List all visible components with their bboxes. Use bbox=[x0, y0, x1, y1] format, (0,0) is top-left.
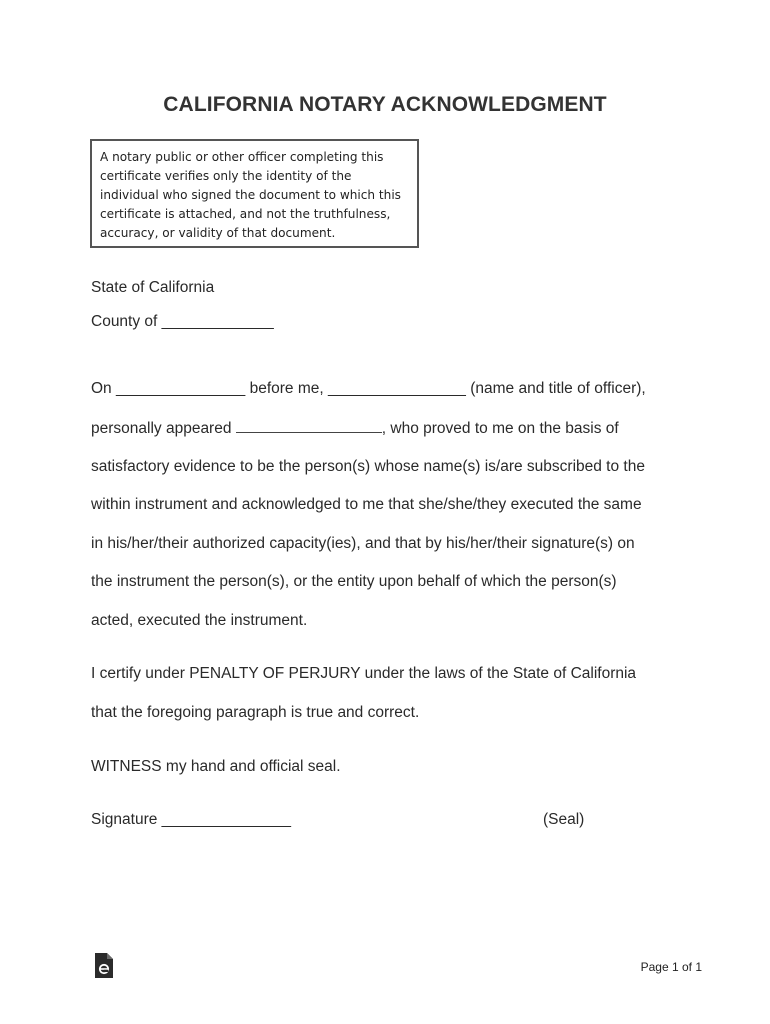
body-line: acted, executed the instrument. bbox=[91, 612, 308, 629]
page-title: CALIFORNIA NOTARY ACKNOWLEDGMENT bbox=[163, 93, 607, 116]
notice-line: individual who signed the document to which this bbox=[100, 188, 401, 202]
notice-line: certificate verifies only the identity of the bbox=[100, 169, 352, 183]
signature-line[interactable]: Signature _______________ bbox=[91, 811, 291, 828]
date-officer-line[interactable]: On _______________ before me, ________________ (name and title of officer), bbox=[91, 380, 646, 397]
signer-name-field[interactable] bbox=[236, 419, 382, 433]
body-line: in his/her/their authorized capacity(ies), and that by his/her/their signature(s) on bbox=[91, 535, 635, 552]
notice-line: A notary public or other officer completing this bbox=[100, 150, 384, 164]
body-line: the instrument the person(s), or the entity upon behalf of which the person(s) bbox=[91, 573, 617, 590]
witness-line: WITNESS my hand and official seal. bbox=[91, 758, 341, 775]
notice-line: certificate is attached, and not the truthfulness, bbox=[100, 207, 391, 221]
county-line[interactable]: County of _____________ bbox=[91, 313, 274, 330]
appeared-prefix: personally appeared bbox=[91, 420, 236, 437]
notice-box bbox=[90, 139, 419, 248]
personally-appeared-line bbox=[91, 419, 619, 438]
body-line: within instrument and acknowledged to me that she/she/they executed the same bbox=[91, 496, 642, 513]
eforms-logo-icon bbox=[94, 953, 114, 979]
certify-line: I certify under PENALTY OF PERJURY under the laws of the State of California bbox=[91, 665, 637, 682]
seal-label: (Seal) bbox=[543, 811, 585, 828]
appeared-suffix: , who proved to me on the basis of bbox=[381, 420, 619, 437]
body-line: satisfactory evidence to be the person(s) whose name(s) is/are subscribed to the bbox=[91, 458, 645, 475]
certify-line: that the foregoing paragraph is true and correct. bbox=[91, 704, 420, 721]
notice-line: accuracy, or validity of that document. bbox=[100, 226, 336, 240]
state-line: State of California bbox=[91, 279, 215, 296]
page-number: Page 1 of 1 bbox=[640, 960, 702, 974]
